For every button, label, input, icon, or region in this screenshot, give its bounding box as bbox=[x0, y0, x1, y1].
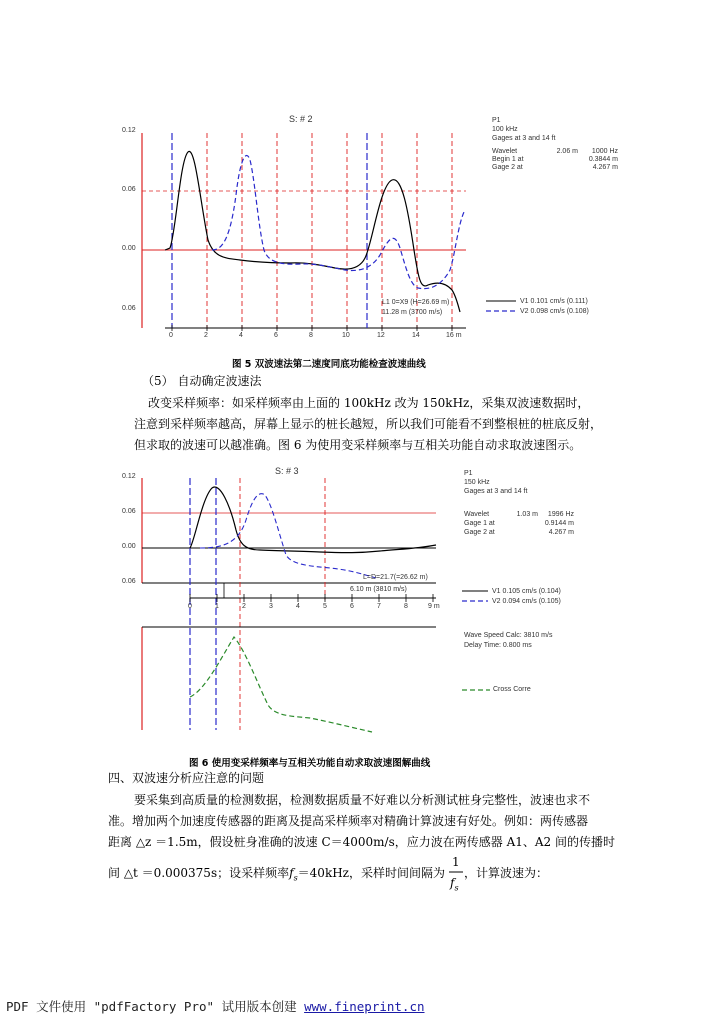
para1-line: 注意到采样频率越高，屏幕上显示的桩长越短，所以我们可能看不到整根桩的桩底反射， bbox=[134, 417, 603, 431]
fig5-series-v1 bbox=[165, 151, 460, 312]
fig5-xlabel: 10 bbox=[342, 332, 350, 339]
fig6-ylabel-3: 0.06 bbox=[122, 578, 136, 585]
fig5-xlabel: 6 bbox=[274, 332, 278, 339]
fig5-ylabel-3: 0.06 bbox=[122, 305, 136, 312]
section5-heading: （5） 自动确定波速法 bbox=[142, 374, 262, 388]
fig6-calc: Wave Speed Calc: 3810 m/s Delay Time: 0.800 ms bbox=[464, 632, 553, 649]
fig6-table: Wavelet 1.03 m 1996 Hz Gage 1 at 0.9144 m Gage 2 at 4.267 m bbox=[464, 511, 574, 536]
fig6-xlabel: 0 bbox=[188, 603, 192, 610]
para2-line: 距离 △z ＝1.5m，假设桩身准确的波速 C＝4000m/s，应力波在两传感器 A1、A2 间的传播时 bbox=[108, 835, 615, 849]
fig5-annotation-1: L1 0=X9 (H=26.69 m) bbox=[382, 299, 450, 306]
fig6-ylabel-2: 0.00 bbox=[122, 543, 136, 550]
fraction-denominator: $f_s$ bbox=[450, 876, 459, 893]
fig6-annotation-1: L=D=21.7(=26.62 m) bbox=[363, 574, 428, 581]
fig6-vgrid bbox=[240, 478, 325, 730]
fig6-info: P1 150 kHz Gages at 3 and 14 ft bbox=[464, 470, 528, 495]
fig5-ylabel-2: 0.00 bbox=[122, 245, 136, 252]
fig5-xlabel: 8 bbox=[309, 332, 313, 339]
para2-line: 准。增加两个加速度传感器的距离及提高采样频率对精确计算波速有好处。例如：两传感器 bbox=[108, 814, 589, 828]
fig5-ylabel-1: 0.06 bbox=[122, 186, 136, 193]
fig5-xlabel: 0 bbox=[169, 332, 173, 339]
fig6-cross-correlation bbox=[190, 637, 372, 732]
footer-text: PDF 文件使用 "pdfFactory Pro" 试用版本创建 bbox=[6, 999, 305, 1014]
fig6-xlabel: 2 bbox=[242, 603, 246, 610]
fig6-ylabel-0: 0.12 bbox=[122, 473, 136, 480]
fig5-xlabel: 12 bbox=[377, 332, 385, 339]
para2-line: 要采集到高质量的检测数据，检测数据质量不好难以分析测试桩身完整性，波速也求不 bbox=[134, 793, 591, 807]
fig5-title: S: # 2 bbox=[289, 114, 313, 124]
fig6-legend: V1 0.105 cm/s (0.104) V2 0.094 cm/s (0.105) bbox=[492, 588, 561, 605]
fig5-xlabel: 4 bbox=[239, 332, 243, 339]
fig6-cross-label: Cross Corre bbox=[493, 686, 531, 693]
fig6-xlabel: 9 m bbox=[428, 603, 440, 610]
fig6-xlabel: 4 bbox=[296, 603, 300, 610]
fig5-annotation-2: 11.28 m (3700 m/s) bbox=[382, 309, 443, 316]
fig6-caption: 图 6 使用变采样频率与互相关功能自动求取波速图解曲线 bbox=[189, 758, 431, 769]
fig6-xlabel: 3 bbox=[269, 603, 273, 610]
fig6-annotation-2: 6.10 m (3810 m/s) bbox=[350, 586, 407, 593]
footer bbox=[6, 997, 425, 1015]
fig5-plot bbox=[142, 133, 516, 331]
fig5-xlabel: 16 m bbox=[446, 332, 462, 339]
fig6-series-v2 bbox=[200, 494, 376, 578]
fig6-series-v1 bbox=[190, 487, 436, 553]
fig6-xlabel: 6 bbox=[350, 603, 354, 610]
formula-end: ，计算波速为： bbox=[464, 866, 549, 880]
fig6-xlabel: 5 bbox=[323, 603, 327, 610]
para1-line: 但求取的波速可以越准确。图 6 为使用变采样频率与互相关功能自动求取波速图示。 bbox=[134, 438, 582, 452]
fig6-ylabel-1: 0.06 bbox=[122, 508, 136, 515]
fraction-numerator: 1 bbox=[452, 855, 460, 869]
section4-heading: 四、双波速分析应注意的问题 bbox=[108, 771, 265, 785]
fig5-xlabel: 14 bbox=[412, 332, 420, 339]
fig6-markers bbox=[190, 478, 216, 730]
para1-line: 改变采样频率：如采样频率由上面的 100kHz 改为 150kHz，采集双波速数据时， bbox=[148, 396, 590, 410]
fig5-xlabel: 2 bbox=[204, 332, 208, 339]
fig6-xlabel: 8 bbox=[404, 603, 408, 610]
fig5-table: Wavelet 2.06 m 1000 Hz Begin 1 at 0.3844 m Gage 2 at 4.267 m bbox=[492, 148, 618, 171]
fig5-series-v2 bbox=[212, 155, 464, 288]
fig5-ylabel-0: 0.12 bbox=[122, 127, 136, 134]
footer-link[interactable]: www.fineprint.cn bbox=[304, 999, 425, 1014]
fig6-xlabel: 1 bbox=[215, 603, 219, 610]
fig6-title: S: # 3 bbox=[275, 466, 299, 476]
fig5-info: P1 100 kHz Gages at 3 and 14 ft bbox=[492, 117, 556, 142]
fig5-legend: V1 0.101 cm/s (0.111) V2 0.098 cm/s (0.108) bbox=[520, 298, 589, 315]
fig5-caption: 图 5 双波速法第二速度同底功能检查波速曲线 bbox=[232, 359, 426, 370]
fig6-xlabel: 7 bbox=[377, 603, 381, 610]
formula-line: 间 △t ＝0.000375s；设采样频率$f_s=40kHz$，采样时间间隔为 bbox=[108, 866, 446, 883]
